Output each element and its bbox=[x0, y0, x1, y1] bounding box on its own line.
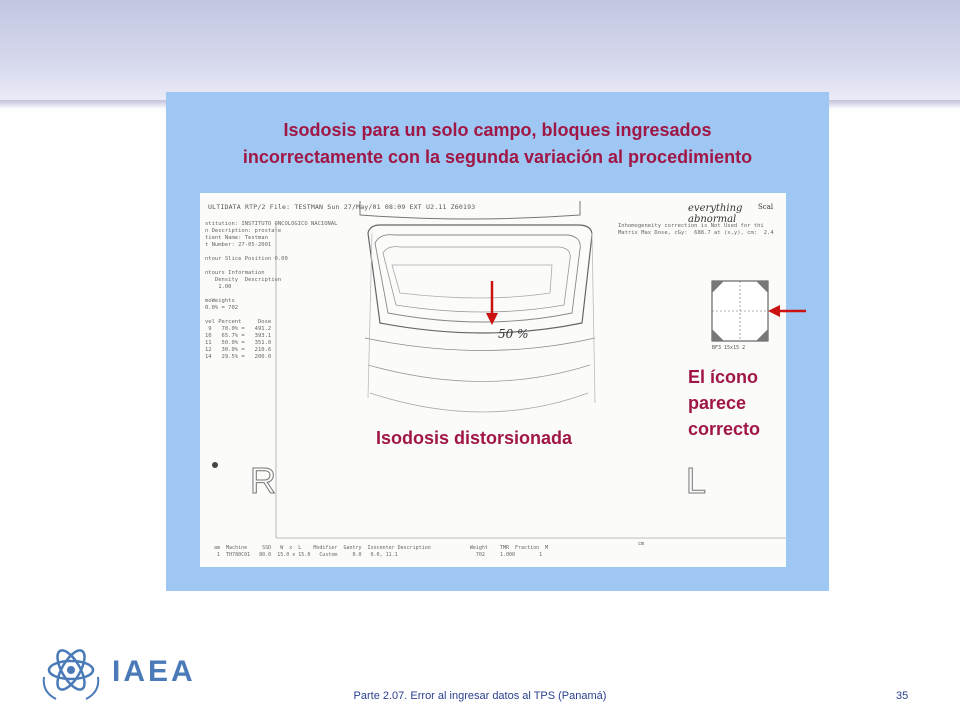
slide-title-line-1: Isodosis para un solo campo, bloques ingresados bbox=[283, 120, 712, 140]
scale-label: Scal bbox=[758, 203, 774, 211]
letter-l: L bbox=[686, 460, 707, 501]
iaea-wordmark: IAEA bbox=[112, 655, 196, 688]
slide-title bbox=[166, 117, 829, 171]
label-icon-correct bbox=[688, 364, 760, 442]
icon-caption: BF3 15x15 2 bbox=[712, 345, 746, 351]
annotation-50-percent: 50 % bbox=[498, 327, 529, 341]
page-number: 35 bbox=[896, 690, 909, 702]
label-icon-line-3: correcto bbox=[688, 419, 761, 439]
iaea-logo-icon bbox=[38, 637, 104, 703]
label-icon-line-1: El ícono bbox=[688, 367, 759, 387]
printout-right-text: Inhomogeneity correction is Not Used for thi Matrix Max Dose, cGy: 688.7 at (x,y), cm: 2.4 bbox=[618, 223, 774, 236]
label-distorted-isodose: Isodosis distorsionada bbox=[376, 428, 573, 448]
printout-header: ULTIDATA RTP/2 File: TESTMAN Sun 27/May/01 08:09 EXT U2.11 Z60193 bbox=[208, 203, 476, 211]
cm-label: cm bbox=[638, 541, 645, 547]
printout-bottom-text: am Machine SSD W x L Modifier Gantry Isocenter Description Weight TMR Fraction M 1 TH780C01 80.0 15.0 x 15.0 Custom 0.0 0.0, 11.1 702 1.000 1 bbox=[214, 545, 549, 558]
label-icon-line-2: parece bbox=[688, 393, 747, 413]
slide-title-line-2: incorrectamente con la segunda variación al procedimiento bbox=[242, 147, 753, 167]
letter-r: R bbox=[250, 460, 276, 501]
footer-text: Parte 2.07. Error al ingresar datos al TPS (Panamá) bbox=[353, 690, 607, 702]
handwritten-note: everything abnormal bbox=[688, 203, 743, 225]
printout-left-text: stitution: INSTITUTO ONCOLOGICO NACIONAL n Description: prostate tient Name: Testman t Number: 27-05-2001 ntour Slice Position 0.00 ntours Information Density Description 1.00 moWeights 0.0% = 702 vel Percent Dose 9 70.0% = 491.2 10 65.7% = 393.1 11 50.0% = 351.0 12 30.0% = 210.6 14 29.5% = 200.0 bbox=[205, 221, 338, 360]
